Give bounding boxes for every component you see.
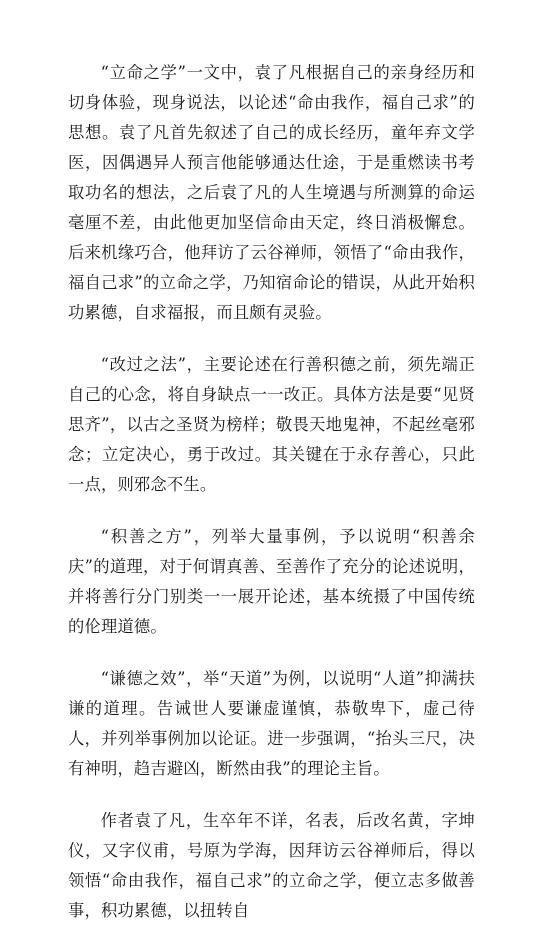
paragraph-ji-shan-zhi-fang: “积善之方”，列举大量事例，予以说明“积善余庆”的道理，对于何谓真善、至善作了充分的论述说明，并将善行分门别类一一展开论述，基本统摄了中国传统的伦理道德。 xyxy=(68,527,475,636)
paragraph-qian-de-zhi-xiao: “谦德之效”，举“天道”为例，以说明“人道”抑满扶谦的道理。告诫世人要谦虚谨慎，恭敬卑下，虚己待人，并列举事例加以论证。进一步强调，“抬头三尺，决有神明，趋吉避凶，断然由我”的理论主旨。 xyxy=(68,669,475,778)
paragraph-liming-zhi-xue: “立命之学”一文中，袁了凡根据自己的亲身经历和切身体验，现身说法，以论述“命由我作，福自己求”的思想。袁了凡首先叙述了自己的成长经历，童年弃文学医，因偶遇异人预言他能够通达仕途，于是重燃读书考取功名的想法，之后袁了凡的人生境遇与所测算的命运毫厘不差，由此他更加坚信命由天定，终日消极懈怠。后来机缘巧合，他拜访了云谷禅师，领悟了“命由我作，福自己求”的立命之学，乃知宿命论的错误，从此开始积功累德，自求福报，而且颇有灵验。 xyxy=(68,63,475,322)
paragraph-author-intro: 作者袁了凡，生卒年不详，名表，后改名黄，字坤仪，又字仪甫，号原为学海，因拜访云谷禅师后，得以领悟“命由我作，福自己求”的立命之学，便立志多做善事，积功累德，以扭转自 xyxy=(68,811,475,920)
paragraph-gai-guo-zhi-fa: “改过之法”，主要论述在行善积德之前，须先端正自己的心念，将自身缺点一一改正。具体方法是要“见贤思齐”，以古之圣贤为榜样；敬畏天地鬼神，不起丝毫邪念；立定决心，勇于改过。其关键在于永存善心，只此一点，则邪念不生。 xyxy=(68,355,475,494)
